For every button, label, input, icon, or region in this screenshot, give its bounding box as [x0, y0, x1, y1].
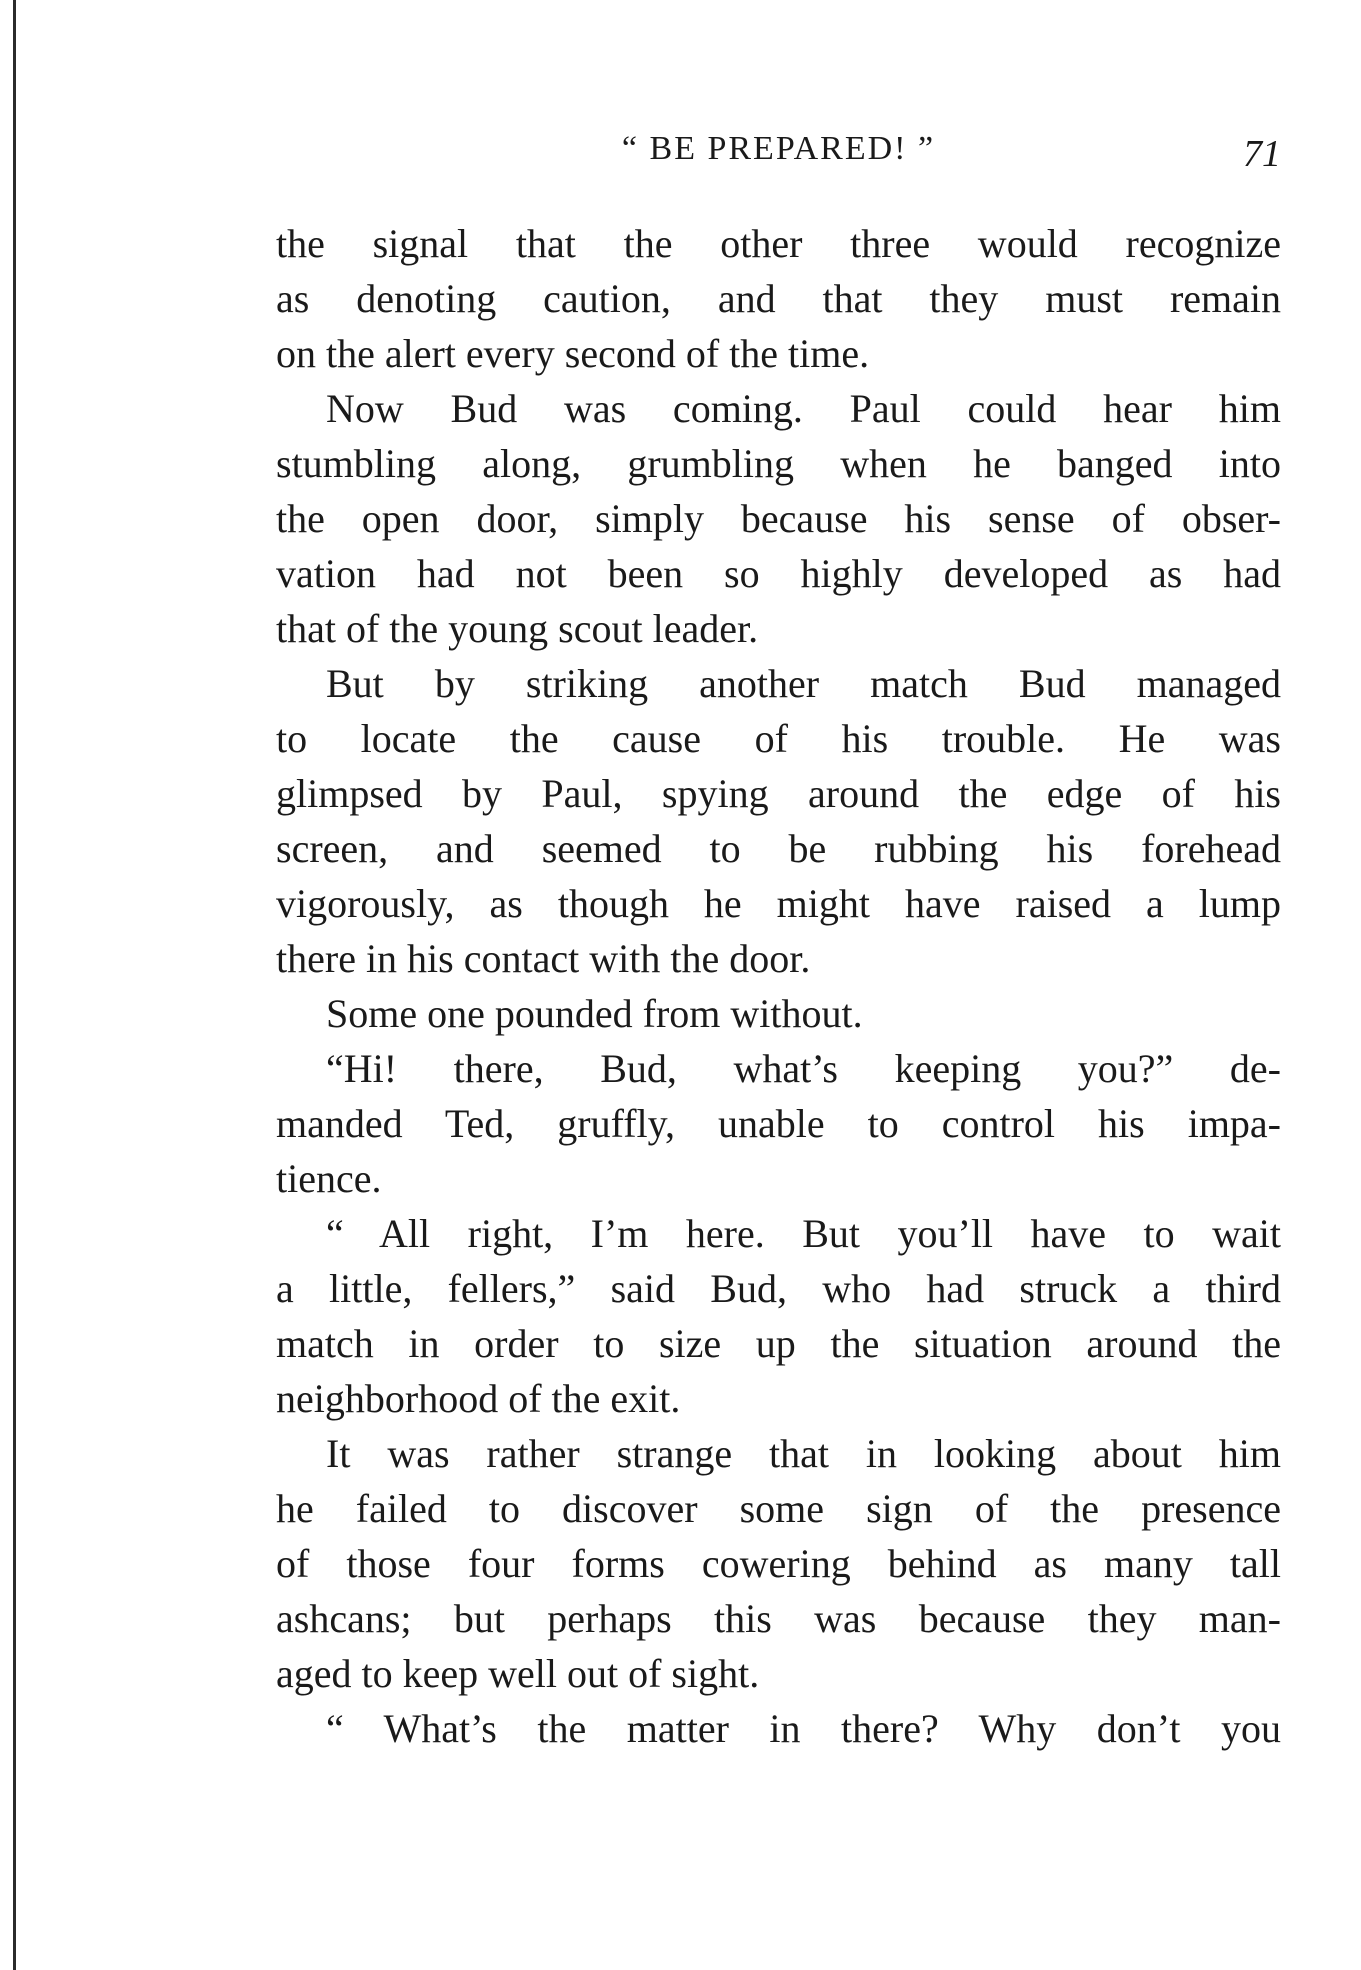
- text-line: stumbling along, grumbling when he banged into: [276, 441, 1281, 486]
- text-line: But by striking another match Bud managed: [326, 661, 1281, 706]
- text-line: Now Bud was coming. Paul could hear him: [326, 386, 1281, 431]
- text-line: to locate the cause of his trouble. He was: [276, 716, 1281, 761]
- text-line: of those four forms cowering behind as many tall: [276, 1541, 1281, 1586]
- text-line: the signal that the other three would recognize: [276, 221, 1281, 266]
- text-line: ashcans; but perhaps this was because they man-: [276, 1596, 1281, 1641]
- page-header: [276, 130, 1281, 180]
- text-line: the open door, simply because his sense of obser-: [276, 496, 1281, 541]
- text-line: “ What’s the matter in there? Why don’t you: [326, 1706, 1281, 1751]
- text-line: on the alert every second of the time.: [276, 331, 870, 376]
- text-line: manded Ted, gruffly, unable to control his impa-: [276, 1101, 1281, 1146]
- body-text: [276, 216, 1281, 1756]
- text-line: neighborhood of the exit.: [276, 1376, 681, 1421]
- text-line: there in his contact with the door.: [276, 936, 811, 981]
- text-line: a little, fellers,” said Bud, who had struck a third: [276, 1266, 1281, 1311]
- text-line: “Hi! there, Bud, what’s keeping you?” de-: [326, 1046, 1281, 1091]
- text-line: vation had not been so highly developed as had: [276, 551, 1281, 596]
- text-line: glimpsed by Paul, spying around the edge of his: [276, 771, 1281, 816]
- page-number: 71: [1243, 133, 1281, 175]
- text-line: screen, and seemed to be rubbing his forehead: [276, 826, 1281, 871]
- text-line: tience.: [276, 1156, 382, 1201]
- text-line: It was rather strange that in looking about him: [326, 1431, 1281, 1476]
- text-line: aged to keep well out of sight.: [276, 1651, 760, 1696]
- text-line: match in order to size up the situation around the: [276, 1321, 1281, 1366]
- text-line: he failed to discover some sign of the presence: [276, 1486, 1281, 1531]
- gutter-edge-line: [13, 0, 16, 1970]
- text-line: Some one pounded from without.: [326, 991, 863, 1036]
- text-line: as denoting caution, and that they must remain: [276, 276, 1281, 321]
- text-line: “ All right, I’m here. But you’ll have to wait: [326, 1211, 1281, 1256]
- text-line: that of the young scout leader.: [276, 606, 759, 651]
- text-line: vigorously, as though he might have raised a lump: [276, 881, 1281, 926]
- running-head: “ BE PREPARED! ”: [621, 130, 936, 167]
